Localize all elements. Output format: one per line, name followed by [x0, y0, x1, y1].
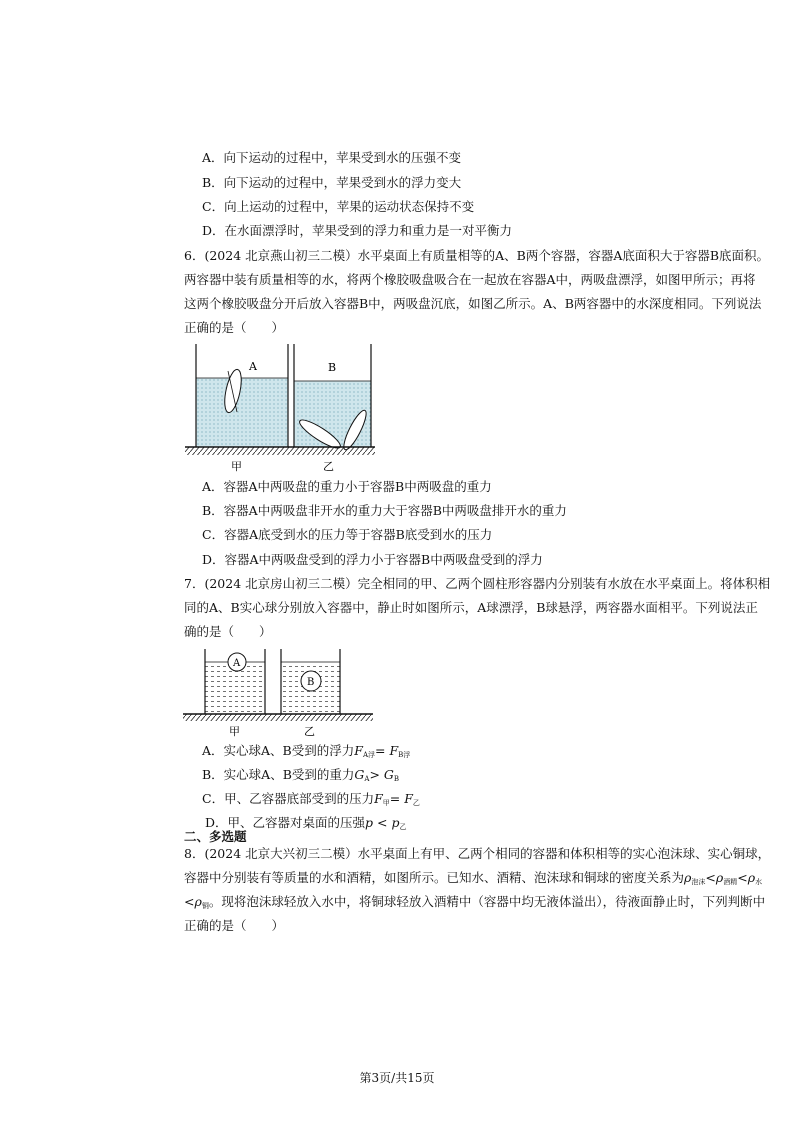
- q6-option-d[interactable]: D．容器A中两吸盘受到的浮力小于容器B中两吸盘受到的浮力: [202, 552, 543, 567]
- caption-yi-q7: 乙: [304, 725, 315, 738]
- q8-stem-line2: 容器中分别装有等质量的水和酒精，如图所示。已知水、酒精、泡沫球和铜球的密度关系为$\rho_{泡沫}<\rho_{酒精}<\rho_水$: [184, 870, 763, 886]
- q7-option-d[interactable]: D．甲、乙容器对桌面的压强$p < p_乙$: [205, 815, 407, 831]
- q7-stem-line1: 7．(2024 北京房山初三二模）完全相同的甲、乙两个圆柱形容器内分别装有水放在水平桌面上。将体积相: [184, 576, 771, 591]
- container-a-water: [196, 378, 288, 447]
- section-title-multiple-choice: 二、多选题: [184, 829, 247, 844]
- q6-option-b[interactable]: B．容器A中两吸盘非开水的重力大于容器B中两吸盘排开水的重力: [202, 503, 567, 518]
- q8-stem-line4: 正确的是（ ）: [184, 918, 285, 933]
- q6-stem-line2: 两容器中装有质量相等的水，将两个橡胶吸盘吸合在一起放在容器A中，两吸盘漂浮，如图甲所示；再将: [184, 272, 756, 287]
- q7-stem-line2: 同的A、B实心球分别放入容器中，静止时如图所示，A球漂浮，B球悬浮，两容器水面相平。下列说法正: [184, 600, 758, 615]
- q6-stem-line3: 这两个橡胶吸盘分开后放入容器B中，两吸盘沉底，如图乙所示。A、B两容器中的水深度相同。下列说法: [184, 296, 762, 311]
- caption-jia-q7: 甲: [229, 725, 240, 738]
- label-container-a: A: [249, 360, 257, 373]
- q6-stem-line4: 正确的是（ ）: [184, 320, 285, 335]
- q7-option-a[interactable]: A．实心球A、B受到的浮力$F_{A浮}= F_{B浮}$: [202, 743, 411, 759]
- caption-yi: 乙: [323, 460, 334, 473]
- caption-jia: 甲: [231, 460, 242, 473]
- label-container-b: B: [328, 361, 337, 374]
- ball-a-label: A: [233, 658, 241, 669]
- table-hatch-q7: [183, 714, 373, 721]
- q5-option-d[interactable]: D．在水面漂浮时，苹果受到的浮力和重力是一对平衡力: [202, 223, 513, 238]
- table-hatch: [185, 447, 375, 455]
- q8-stem-line1: 8．(2024 北京大兴初三二模）水平桌面上有甲、乙两个相同的容器和体积相等的实心泡沫球、实心铜球，: [184, 846, 771, 861]
- q6-figure: [180, 338, 380, 478]
- q6-option-a[interactable]: A．容器A中两吸盘的重力小于容器B中两吸盘的重力: [202, 479, 492, 494]
- q6-stem-line1: 6．(2024 北京燕山初三二模）水平桌面上有质量相等的A、B两个容器，容器A底面积大于容器B底面积。: [184, 248, 770, 263]
- q7-option-b[interactable]: B．实心球A、B受到的重力$G_A> G_B$: [202, 767, 400, 783]
- page-footer: 第3页/共15页: [359, 1071, 435, 1085]
- q5-option-c[interactable]: C．向上运动的过程中，苹果的运动状态保持不变: [202, 199, 475, 214]
- q5-option-b[interactable]: B．向下运动的过程中，苹果受到水的浮力变大: [202, 175, 462, 190]
- q8-stem-line3: $<\rho_铜$。现将泡沫球轻放入水中，将铜球轻放入酒精中（容器中均无液体溢出），待液面静止时，下列判断中: [184, 894, 766, 910]
- q7-option-c[interactable]: C．甲、乙容器底部受到的压力$F_甲= F_乙$: [202, 791, 420, 807]
- q7-figure: [180, 644, 375, 739]
- q6-option-c[interactable]: C．容器A底受到水的压力等于容器B底受到水的压力: [202, 527, 493, 542]
- q5-option-a[interactable]: A．向下运动的过程中，苹果受到水的压强不变: [202, 150, 462, 165]
- ball-b-label: B: [307, 677, 315, 688]
- q7-stem-line3: 确的是（ ）: [184, 624, 272, 639]
